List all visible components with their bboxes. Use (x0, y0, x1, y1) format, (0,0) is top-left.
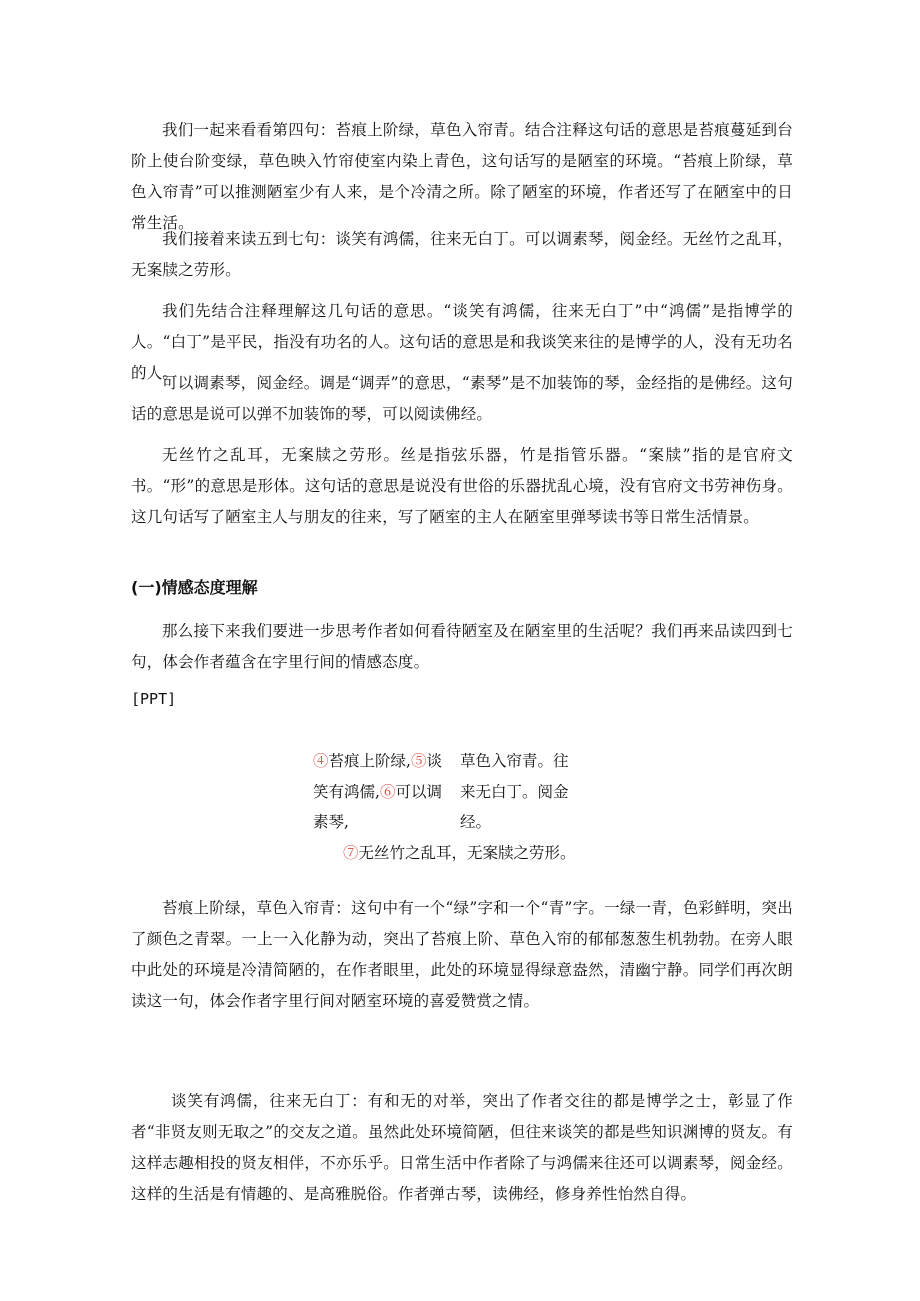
paragraph-fifth-to-seventh: 我们接着来读五到七句：谈笑有鸿儒，往来无白丁。可以调素琴，阅金经。无丝竹之乱耳，无案牍之劳形。 (131, 230, 793, 279)
paragraph-fourth-sentence: 我们一起来看看第四句：苔痕上阶绿，草色入帘青。结合注释这句话的意思是苔痕蔓延到台阶上使台阶变绿，草色映入竹帘使室内染上青色，这句话写的是陋室的环境。“苔痕上阶绿，草色入帘青”可以推测陋室少有人来，是个冷清之所。除了陋室的环境，作者还写了在陋室中的日常生活。 (131, 121, 793, 232)
paragraph-suqin-jinjing: 可以调素琴，阅金经。调是“调弄”的意思，“素琴”是不加装饰的琴，金经指的是佛经。这句话的意思是说可以弹不加装饰的琴，可以阅读佛经。 (131, 374, 793, 423)
ppt-left-line-1 (313, 751, 442, 771)
ppt-circle-7: ⑦ (343, 844, 359, 862)
ppt-right-line-3: 经。 (460, 813, 492, 831)
ppt-text: 苔痕上阶绿, (328, 752, 411, 770)
ppt-text: 笑有鸿儒, (313, 783, 380, 801)
ppt-right-line-2: 来无白丁。阅金 (460, 783, 569, 801)
analysis-taihen: 苔痕上阶绿，草色入帘青：这句中有一个“绿”字和一个“青”字。一绿一青，色彩鲜明，突出了颜色之青翠。一上一入化静为动，突出了苔痕上阶、草色入帘的郁郁葱葱生机勃勃。在旁人眼中此处的环境是冷清简陋的，在作者眼里，此处的环境显得绿意盎然，清幽宁静。同学们再次朗读这一句，体会作者字里行间对陋室环境的喜爱赞赏之情。 (131, 899, 793, 1010)
ppt-left-line-2 (313, 782, 442, 802)
ppt-circle-4: ④ (313, 752, 329, 770)
section-heading: (一)情感态度理解 (131, 578, 258, 597)
ppt-text: 可以调 (395, 783, 442, 801)
ppt-text: 谈 (426, 752, 442, 770)
ppt-left-line-3: 素琴, (313, 813, 349, 831)
ppt-label: [PPT] (131, 690, 177, 708)
paragraph-hongru-baiding: 我们先结合注释理解这几句话的意思。“谈笑有鸿儒，往来无白丁”中“鸿儒”是指博学的人。“白丁”是平民，指没有功名的人。这句话的意思是和我谈笑来往的是博学的人，没有无功名的人。 (131, 302, 793, 382)
analysis-tanxiao: 谈笑有鸿儒，往来无白丁：有和无的对举，突出了作者交往的都是博学之士，彰显了作者“非贤友则无取之”的交友之道。虽然此处环境简陋，但往来谈笑的都是些知识渊博的贤友。有这样志趣相投的贤友相伴，不亦乐乎。日常生活中作者除了与鸿儒来往还可以调素琴，阅金经。这样的生活是有情趣的、是高雅脱俗。作者弹古琴，读佛经，修身养性怡然自得。 (131, 1092, 793, 1203)
ppt-right-line-1: 草色入帘青。往 (460, 752, 569, 770)
ppt-circle-6: ⑥ (379, 783, 396, 801)
ppt-text: 无丝竹之乱耳，无案牍之劳形。 (358, 844, 576, 862)
paragraph-sizhu-andu: 无丝竹之乱耳，无案牍之劳形。丝是指弦乐器，竹是指管乐器。“案牍”指的是官府文书。“形”的意思是形体。这句话的意思是说没有世俗的乐器扰乱心境，没有官府文书劳神伤身。这几句话写了陋室主人与朋友的往来，写了陋室的主人在陋室里弹琴读书等日常生活情景。 (131, 446, 793, 526)
ppt-bottom-line (343, 843, 576, 863)
section-intro: 那么接下来我们要进一步思考作者如何看待陋室及在陋室里的生活呢？我们再来品读四到七句，体会作者蕴含在字里行间的情感态度。 (131, 622, 793, 671)
ppt-circle-5: ⑤ (410, 752, 427, 770)
